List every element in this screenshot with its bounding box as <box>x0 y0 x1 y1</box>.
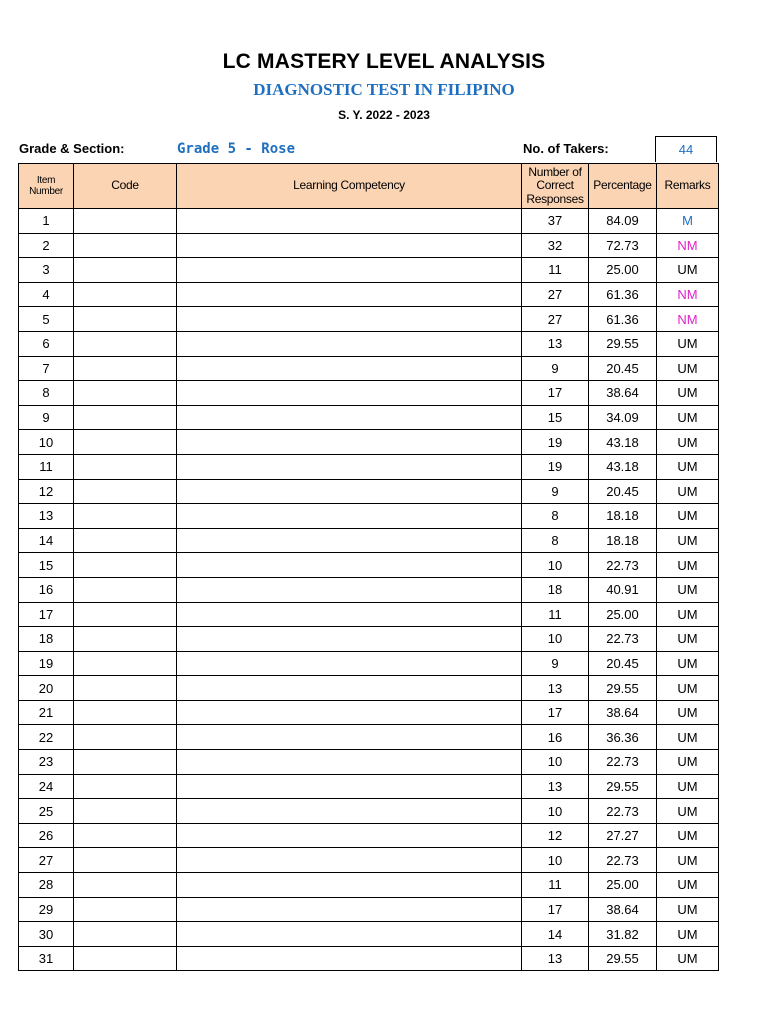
percentage-cell: 25.00 <box>589 873 657 898</box>
code-cell <box>74 848 177 873</box>
remarks-cell: UM <box>657 946 719 971</box>
header-correct-responses: Number of Correct Responses <box>522 164 589 209</box>
percentage-cell: 22.73 <box>589 799 657 824</box>
table-row <box>19 774 719 799</box>
percentage-cell: 36.36 <box>589 725 657 750</box>
correct-responses-cell: 13 <box>522 331 589 356</box>
table-row <box>19 848 719 873</box>
percentage-cell: 61.36 <box>589 282 657 307</box>
correct-responses-cell: 10 <box>522 553 589 578</box>
code-cell <box>74 946 177 971</box>
item-number-cell: 31 <box>19 946 74 971</box>
table-row <box>19 430 719 455</box>
takers-value: 44 <box>655 136 717 162</box>
competency-cell <box>177 700 522 725</box>
remarks-cell: UM <box>657 799 719 824</box>
competency-cell <box>177 282 522 307</box>
header-remarks: Remarks <box>657 164 719 209</box>
table-header-row <box>19 164 719 209</box>
competency-cell <box>177 823 522 848</box>
code-cell <box>74 897 177 922</box>
item-number-cell: 9 <box>19 405 74 430</box>
percentage-cell: 43.18 <box>589 430 657 455</box>
percentage-cell: 29.55 <box>589 331 657 356</box>
correct-responses-cell: 19 <box>522 454 589 479</box>
remarks-cell: UM <box>657 479 719 504</box>
remarks-cell: UM <box>657 454 719 479</box>
percentage-cell: 27.27 <box>589 823 657 848</box>
correct-responses-cell: 12 <box>522 823 589 848</box>
remarks-cell: UM <box>657 700 719 725</box>
table-row <box>19 454 719 479</box>
correct-responses-cell: 13 <box>522 774 589 799</box>
table-row <box>19 946 719 971</box>
code-cell <box>74 577 177 602</box>
competency-cell <box>177 405 522 430</box>
code-cell <box>74 774 177 799</box>
item-number-cell: 23 <box>19 750 74 775</box>
code-cell <box>74 700 177 725</box>
percentage-cell: 72.73 <box>589 233 657 258</box>
remarks-cell: UM <box>657 331 719 356</box>
code-cell <box>74 553 177 578</box>
remarks-cell: UM <box>657 504 719 529</box>
competency-cell <box>177 848 522 873</box>
percentage-cell: 38.64 <box>589 700 657 725</box>
table-row <box>19 528 719 553</box>
correct-responses-cell: 10 <box>522 848 589 873</box>
competency-cell <box>177 430 522 455</box>
item-number-cell: 6 <box>19 331 74 356</box>
competency-cell <box>177 897 522 922</box>
code-cell <box>74 651 177 676</box>
correct-responses-cell: 11 <box>522 258 589 283</box>
competency-cell <box>177 922 522 947</box>
item-number-cell: 19 <box>19 651 74 676</box>
correct-responses-cell: 9 <box>522 651 589 676</box>
item-number-cell: 29 <box>19 897 74 922</box>
correct-responses-cell: 9 <box>522 356 589 381</box>
remarks-cell: UM <box>657 602 719 627</box>
percentage-cell: 22.73 <box>589 750 657 775</box>
percentage-cell: 38.64 <box>589 897 657 922</box>
correct-responses-cell: 15 <box>522 405 589 430</box>
table-row <box>19 602 719 627</box>
item-number-cell: 20 <box>19 676 74 701</box>
competency-cell <box>177 258 522 283</box>
competency-cell <box>177 307 522 332</box>
correct-responses-cell: 10 <box>522 750 589 775</box>
code-cell <box>74 873 177 898</box>
code-cell <box>74 405 177 430</box>
percentage-cell: 25.00 <box>589 258 657 283</box>
item-number-cell: 4 <box>19 282 74 307</box>
percentage-cell: 22.73 <box>589 627 657 652</box>
percentage-cell: 20.45 <box>589 356 657 381</box>
item-number-cell: 16 <box>19 577 74 602</box>
percentage-cell: 43.18 <box>589 454 657 479</box>
correct-responses-cell: 19 <box>522 430 589 455</box>
competency-cell <box>177 577 522 602</box>
item-number-cell: 10 <box>19 430 74 455</box>
table-row <box>19 233 719 258</box>
code-cell <box>74 381 177 406</box>
header-code: Code <box>74 164 177 209</box>
competency-cell <box>177 750 522 775</box>
remarks-cell: UM <box>657 651 719 676</box>
code-cell <box>74 627 177 652</box>
code-cell <box>74 602 177 627</box>
remarks-cell: UM <box>657 750 719 775</box>
competency-cell <box>177 331 522 356</box>
remarks-cell: UM <box>657 356 719 381</box>
item-number-cell: 1 <box>19 209 74 234</box>
percentage-cell: 18.18 <box>589 504 657 529</box>
competency-cell <box>177 946 522 971</box>
item-number-cell: 13 <box>19 504 74 529</box>
item-number-cell: 17 <box>19 602 74 627</box>
competency-cell <box>177 504 522 529</box>
correct-responses-cell: 13 <box>522 946 589 971</box>
percentage-cell: 20.45 <box>589 651 657 676</box>
item-number-cell: 5 <box>19 307 74 332</box>
competency-cell <box>177 454 522 479</box>
remarks-cell: UM <box>657 553 719 578</box>
code-cell <box>74 479 177 504</box>
correct-responses-cell: 8 <box>522 528 589 553</box>
percentage-cell: 29.55 <box>589 774 657 799</box>
item-number-cell: 26 <box>19 823 74 848</box>
header-competency: Learning Competency <box>177 164 522 209</box>
correct-responses-cell: 17 <box>522 897 589 922</box>
item-number-cell: 8 <box>19 381 74 406</box>
remarks-cell: M <box>657 209 719 234</box>
competency-cell <box>177 356 522 381</box>
remarks-cell: UM <box>657 774 719 799</box>
code-cell <box>74 233 177 258</box>
remarks-cell: NM <box>657 307 719 332</box>
remarks-cell: NM <box>657 233 719 258</box>
remarks-cell: UM <box>657 725 719 750</box>
item-number-cell: 12 <box>19 479 74 504</box>
grade-section-value: Grade 5 - Rose <box>177 141 296 157</box>
correct-responses-cell: 10 <box>522 627 589 652</box>
correct-responses-cell: 11 <box>522 602 589 627</box>
table-row <box>19 627 719 652</box>
code-cell <box>74 799 177 824</box>
percentage-cell: 61.36 <box>589 307 657 332</box>
percentage-cell: 22.73 <box>589 848 657 873</box>
table-row <box>19 282 719 307</box>
code-cell <box>74 750 177 775</box>
remarks-cell: UM <box>657 577 719 602</box>
correct-responses-cell: 27 <box>522 282 589 307</box>
competency-cell <box>177 676 522 701</box>
remarks-cell: NM <box>657 282 719 307</box>
competency-cell <box>177 209 522 234</box>
table-row <box>19 897 719 922</box>
remarks-cell: UM <box>657 430 719 455</box>
code-cell <box>74 823 177 848</box>
table-row <box>19 799 719 824</box>
table-row <box>19 381 719 406</box>
correct-responses-cell: 14 <box>522 922 589 947</box>
item-number-cell: 14 <box>19 528 74 553</box>
mastery-table <box>18 163 719 971</box>
percentage-cell: 25.00 <box>589 602 657 627</box>
code-cell <box>74 307 177 332</box>
percentage-cell: 20.45 <box>589 479 657 504</box>
table-row <box>19 651 719 676</box>
table-row <box>19 750 719 775</box>
remarks-cell: UM <box>657 405 719 430</box>
remarks-cell: UM <box>657 528 719 553</box>
competency-cell <box>177 627 522 652</box>
remarks-cell: UM <box>657 922 719 947</box>
correct-responses-cell: 17 <box>522 381 589 406</box>
table-row <box>19 725 719 750</box>
table-row <box>19 823 719 848</box>
percentage-cell: 18.18 <box>589 528 657 553</box>
code-cell <box>74 528 177 553</box>
competency-cell <box>177 774 522 799</box>
item-number-cell: 2 <box>19 233 74 258</box>
correct-responses-cell: 17 <box>522 700 589 725</box>
competency-cell <box>177 651 522 676</box>
item-number-cell: 21 <box>19 700 74 725</box>
code-cell <box>74 331 177 356</box>
code-cell <box>74 504 177 529</box>
table-row <box>19 873 719 898</box>
code-cell <box>74 725 177 750</box>
correct-responses-cell: 27 <box>522 307 589 332</box>
code-cell <box>74 454 177 479</box>
remarks-cell: UM <box>657 873 719 898</box>
table-row <box>19 676 719 701</box>
competency-cell <box>177 725 522 750</box>
school-year: S. Y. 2022 - 2023 <box>338 108 430 122</box>
correct-responses-cell: 18 <box>522 577 589 602</box>
page-title: LC MASTERY LEVEL ANALYSIS <box>222 50 546 73</box>
correct-responses-cell: 10 <box>522 799 589 824</box>
remarks-cell: UM <box>657 258 719 283</box>
table-row <box>19 307 719 332</box>
code-cell <box>74 430 177 455</box>
takers-label: No. of Takers: <box>523 141 609 156</box>
table-row <box>19 577 719 602</box>
percentage-cell: 29.55 <box>589 676 657 701</box>
correct-responses-cell: 8 <box>522 504 589 529</box>
item-number-cell: 22 <box>19 725 74 750</box>
remarks-cell: UM <box>657 676 719 701</box>
correct-responses-cell: 32 <box>522 233 589 258</box>
item-number-cell: 25 <box>19 799 74 824</box>
remarks-cell: UM <box>657 627 719 652</box>
code-cell <box>74 676 177 701</box>
table-row <box>19 504 719 529</box>
competency-cell <box>177 381 522 406</box>
competency-cell <box>177 799 522 824</box>
competency-cell <box>177 233 522 258</box>
correct-responses-cell: 16 <box>522 725 589 750</box>
item-number-cell: 7 <box>19 356 74 381</box>
page-subtitle: DIAGNOSTIC TEST IN FILIPINO <box>253 80 515 99</box>
competency-cell <box>177 602 522 627</box>
header-item-number: Item Number <box>19 164 74 209</box>
correct-responses-cell: 9 <box>522 479 589 504</box>
percentage-cell: 38.64 <box>589 381 657 406</box>
table-row <box>19 209 719 234</box>
grade-section-label: Grade & Section: <box>19 141 125 156</box>
remarks-cell: UM <box>657 823 719 848</box>
correct-responses-cell: 11 <box>522 873 589 898</box>
item-number-cell: 30 <box>19 922 74 947</box>
item-number-cell: 24 <box>19 774 74 799</box>
item-number-cell: 11 <box>19 454 74 479</box>
table-row <box>19 553 719 578</box>
item-number-cell: 18 <box>19 627 74 652</box>
table-row <box>19 331 719 356</box>
table-row <box>19 405 719 430</box>
percentage-cell: 84.09 <box>589 209 657 234</box>
competency-cell <box>177 479 522 504</box>
code-cell <box>74 282 177 307</box>
code-cell <box>74 922 177 947</box>
code-cell <box>74 209 177 234</box>
code-cell <box>74 356 177 381</box>
table-row <box>19 258 719 283</box>
table-row <box>19 479 719 504</box>
percentage-cell: 22.73 <box>589 553 657 578</box>
item-number-cell: 15 <box>19 553 74 578</box>
item-number-cell: 27 <box>19 848 74 873</box>
remarks-cell: UM <box>657 897 719 922</box>
competency-cell <box>177 873 522 898</box>
remarks-cell: UM <box>657 848 719 873</box>
code-cell <box>74 258 177 283</box>
remarks-cell: UM <box>657 381 719 406</box>
correct-responses-cell: 37 <box>522 209 589 234</box>
header-percentage: Percentage <box>589 164 657 209</box>
competency-cell <box>177 528 522 553</box>
item-number-cell: 28 <box>19 873 74 898</box>
table-row <box>19 356 719 381</box>
item-number-cell: 3 <box>19 258 74 283</box>
table-row <box>19 922 719 947</box>
percentage-cell: 34.09 <box>589 405 657 430</box>
competency-cell <box>177 553 522 578</box>
percentage-cell: 40.91 <box>589 577 657 602</box>
percentage-cell: 29.55 <box>589 946 657 971</box>
correct-responses-cell: 13 <box>522 676 589 701</box>
percentage-cell: 31.82 <box>589 922 657 947</box>
table-row <box>19 700 719 725</box>
